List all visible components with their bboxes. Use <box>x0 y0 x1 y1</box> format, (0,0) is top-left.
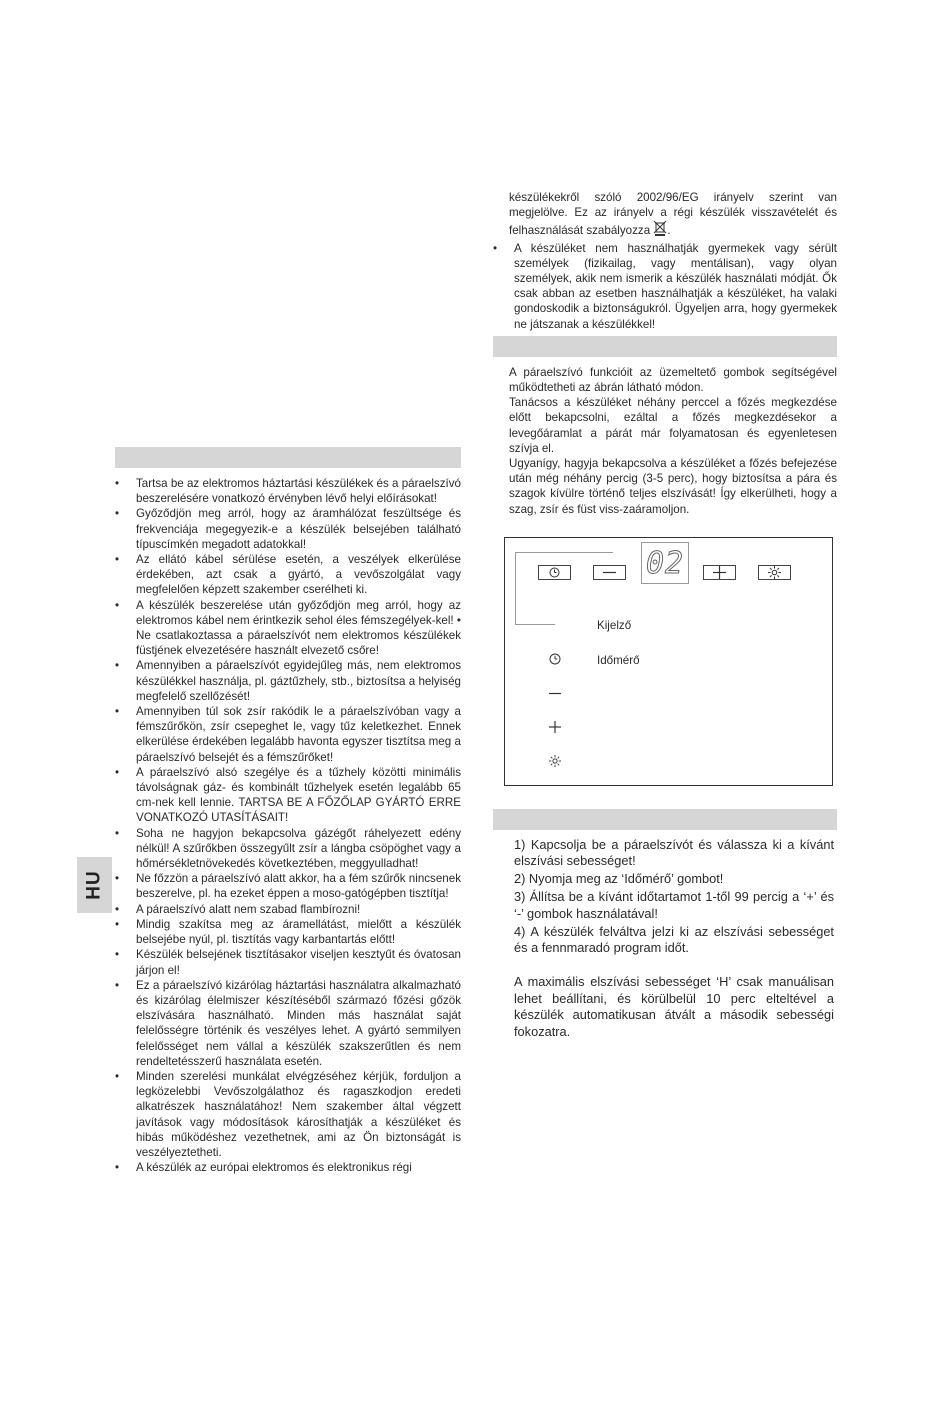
list-item: • Mindig szakítsa meg az áramellátást, mielőtt a készülék belsejébe nyúl, pl. tisztítás vagy karbantartás előtt! <box>115 917 461 947</box>
list-item: • Az ellátó kábel sérülése esetén, a veszélyek elkerülése érdekében, azt csak a gyártó, a vevőszolgálat vagy megfelelően képzett szakember cserélheti ki. <box>115 552 461 598</box>
legend-clock-icon <box>548 652 562 666</box>
leader-line <box>515 552 613 553</box>
timer-button[interactable] <box>538 565 571 580</box>
list-item: • Győződjön meg arról, hogy az áramhálózat feszültsége és frekvenciája megegyezik-e a készülék belsejében található típuscímkén megadott adatokkal! <box>115 506 461 552</box>
list-item: • A páraelszívó alatt nem szabad flambírozni! <box>115 902 461 917</box>
operation-paragraph: Ugyanígy, hagyja bekapcsolva a készüléket a főzés befejezése után még néhány percig (3-5 perc), hogy biztosítsa a pára és szagok kívülre történő teljes elszívását! Így elkerülheti, hogy a szag, zsír és füst viss-zaáramoljon. <box>509 457 837 516</box>
safety-list <box>115 476 461 1175</box>
operation-text <box>493 365 837 517</box>
display-value: 02 <box>645 545 685 581</box>
language-tab <box>77 857 112 913</box>
plus-icon <box>713 566 726 579</box>
list-item: • Amennyiben a páraelszívót egyidejűleg más, nem elektromos készülékkel használja, pl. gáztűzhely, stb., biztosítsa a helyiség megfelelő szellőzését! <box>115 658 461 704</box>
step-4: 4) A készülék felváltva jelzi ki az elszívási sebességet és a fennmaradó program időt. <box>514 923 834 955</box>
step-2: 2) Nyomja meg az ‘Időmérő’ gombot! <box>514 871 724 887</box>
list-item: • A készülék az európai elektromos és elektronikus régi <box>115 1160 461 1175</box>
timer-steps <box>514 837 834 1041</box>
weee-paragraph <box>493 190 837 241</box>
weee-text-end: . <box>667 224 671 238</box>
operation-paragraph: Tanácsos a készüléket néhány perccel a főzés megkezdése előtt bekapcsolni, ezáltal a főzés megkezdésekor a levegőáramlat a párát már folyamatosan és egyenletesen szívja el. <box>509 396 837 455</box>
light-icon <box>768 566 781 579</box>
step-3: 3) Állítsa be a kívánt időtartamot 1-től 99 percig a ‘+’ és ‘-’ gombok használatával! <box>514 889 834 921</box>
legend-light-icon <box>548 754 562 768</box>
safety-heading-bar <box>115 447 461 468</box>
control-panel-diagram <box>504 537 833 786</box>
light-button[interactable] <box>758 565 791 580</box>
operation-paragraph: A páraelszívó funkcióit az üzemeltető gombok segítségével működtetheti az ábrán látható módon. <box>509 365 837 395</box>
operation-heading-bar <box>493 336 837 357</box>
list-item: • Soha ne hagyjon bekapcsolva gázégőt ráhelyezett edény nélkül! A szűrőkben összegyűlt zsír a lángba csöpöghet vagy a hőmérsékletnövekedés következtében, meggyulladhat! <box>115 826 461 872</box>
timer-heading-bar <box>493 809 837 830</box>
legend-timer-label: Időmérő <box>597 654 640 667</box>
weee-bin-icon <box>653 220 667 240</box>
safety-section <box>115 447 461 1175</box>
legend-display-label: Kijelző <box>597 619 632 632</box>
segment-display <box>641 542 689 584</box>
list-item: • Ne főzzön a páraelszívó alatt akkor, ha a fém szűrők nincsenek beszerelve, pl. ha ezeket éppen a moso-gatógépben tisztítja! <box>115 871 461 901</box>
list-item: • A páraelszívó alsó szegélye és a tűzhely közötti minimális távolságnak gáz- és kombinált tűzhelyek esetén legalább 65 cm-nek kell lennie. TARTSA BE A FŐZŐLAP GYÁRTÓ ERRE VONATKOZÓ UTASÍTÁSAIT! <box>115 765 461 826</box>
minus-icon <box>603 571 616 574</box>
list-item: • A készüléket nem használhatják gyermekek vagy sérült személyek (fizikailag, vagy mentálisan), vagy olyan személyek, akik nem ismerik a készülék használati módját. Ők csak abban az esetben használhatják a készüléket, ha valaki gondoskodik a biztonságukról. Ügyeljen arra, hogy gyermekek ne játszanak a készülékkel! <box>493 241 837 332</box>
max-speed-note: A maximális elszívási sebességet ‘H’ csak manuálisan lehet beállítani, és körülbelül 10 perc elteltével a készülék automatikusan átvált a második sebességi fokozatra. <box>514 974 834 1039</box>
minus-button[interactable] <box>593 565 626 580</box>
leader-line <box>515 552 516 624</box>
weee-text: készülékekről szóló 2002/96/EG irányelv szerint van megjelölve. Ez az irányelv a régi készülék visszavételét és felhasználását szabályozza <box>509 191 837 238</box>
step-1: 1) Kapcsolja be a páraelszívót és válassza ki a kívánt elszívási sebességet! <box>514 837 834 869</box>
children-warning-list <box>493 241 837 332</box>
leader-line <box>515 624 555 625</box>
plus-button[interactable] <box>703 565 736 580</box>
list-item: • Amennyiben túl sok zsír rakódik le a páraelszívóban vagy a fémszűrőkön, zsír csepeghet le, vagy tűz keletkezhet. Ennek elkerülése érdekében legalább havonta egyszer tisztítsa meg a páraelszívó belsejét és a fémszűrőket! <box>115 704 461 765</box>
legend-minus-icon <box>548 686 562 700</box>
clock-icon <box>549 567 560 578</box>
list-item: • A készülék beszerelése után győződjön meg arról, hogy az elektromos kábel nem érintkezik sehol éles fémszegélyek-kel! • Ne csatlakoztassa a páraelszívót nem elektromos készülékek füstjének elvezetésére használt elvezető csőre! <box>115 598 461 659</box>
right-column <box>493 190 837 517</box>
list-item: • Ez a páraelszívó kizárólag háztartási használatra alkalmazható és kizárólag élelmiszer készítéséből származó főzési gőzök elszívására használható. Minden más használat saját felelősségre történik és veszélyes lehet. A gyártó semmilyen felelősséget nem vállal a készülék szakszerűtlen és nem rendeltetésszerű használata esetén. <box>115 978 461 1069</box>
list-item: • Készülék belsejének tisztításakor viseljen kesztyűt és óvatosan járjon el! <box>115 947 461 977</box>
language-tab-label: HU <box>83 870 105 900</box>
list-item: • Tartsa be az elektromos háztartási készülékek és a páraelszívó beszerelésére vonatkozó érvényben lévő helyi előírásokat! <box>115 476 461 506</box>
list-item: • Minden szerelési munkálat elvégzéséhez kérjük, forduljon a legközelebbi Vevőszolgálathoz és ragaszkodjon eredeti alkatrészek használatához! Nem szakember által végzett javítások vagy módosítások károsíthatják a készüléket és hibás működéshez vezethetnek, ami az Ön biztonságát is veszélyeztetheti. <box>115 1069 461 1160</box>
legend-plus-icon <box>548 720 562 734</box>
